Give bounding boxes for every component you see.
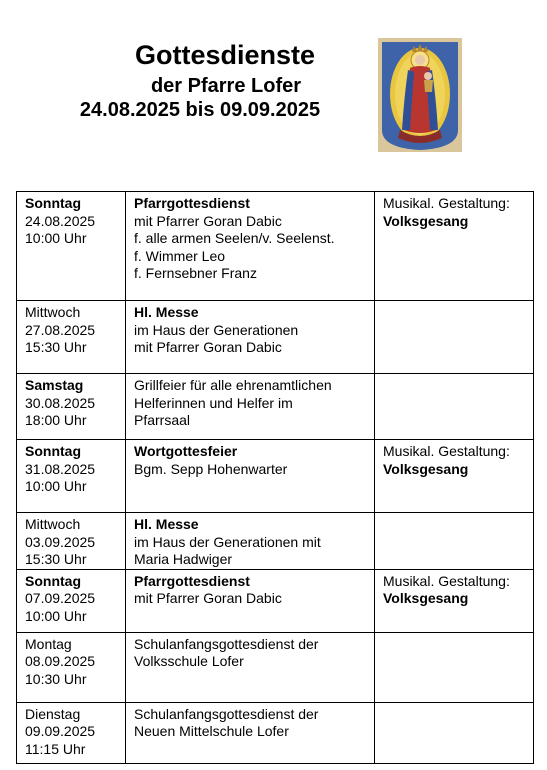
service-time: 18:00 Uhr: [25, 412, 87, 428]
service-date: 07.09.2025: [25, 590, 96, 606]
music-cell: [375, 569, 534, 632]
madonna-image: [378, 38, 462, 152]
date-cell: [17, 513, 126, 570]
music-value: Volksgesang: [383, 590, 469, 606]
date-cell: [17, 569, 126, 632]
service-detail: mit Pfarrer Goran Dabic: [134, 212, 282, 229]
weekday: Sonntag: [25, 443, 81, 459]
weekday: Dienstag: [25, 705, 81, 722]
weekday: Mittwoch: [25, 304, 81, 320]
music-value: Volksgesang: [383, 460, 469, 477]
table-row: [17, 569, 534, 632]
service-schedule-table: [16, 191, 534, 764]
service-date: 24.08.2025: [25, 212, 96, 229]
music-label: Musikal. Gestaltung:: [383, 572, 510, 589]
service-date: 09.09.2025: [25, 723, 96, 739]
date-cell: [17, 440, 126, 513]
service-time: 10:30 Uhr: [25, 670, 87, 687]
weekday: Sonntag: [25, 572, 81, 589]
service-detail: Maria Hadwiger: [134, 551, 233, 567]
date-range: 24.08.2025 bis 09.09.2025: [79, 99, 321, 121]
service-title: Pfarrgottesdienst: [134, 572, 250, 589]
table-row: [17, 702, 534, 763]
table-row: [17, 301, 534, 374]
service-detail: f. Wimmer Leo: [134, 247, 226, 264]
music-cell: [375, 513, 534, 570]
date-cell: [17, 632, 126, 702]
service-detail: mit Pfarrer Goran Dabic: [134, 590, 282, 606]
description-cell: [126, 632, 375, 702]
service-detail: Schulanfangsgottesdienst der: [134, 635, 319, 652]
music-cell: [375, 702, 534, 763]
weekday: Samstag: [25, 377, 84, 393]
table-row: [17, 513, 534, 570]
description-cell: [126, 374, 375, 440]
date-cell: [17, 702, 126, 763]
description-cell: [126, 569, 375, 632]
date-cell: [17, 301, 126, 374]
music-cell: [375, 440, 534, 513]
service-title: Pfarrgottesdienst: [134, 195, 250, 211]
service-detail: Neuen Mittelschule Lofer: [134, 723, 289, 739]
music-label: Musikal. Gestaltung:: [383, 443, 510, 459]
description-cell: [126, 513, 375, 570]
service-time: 10:00 Uhr: [25, 478, 87, 494]
service-date: 27.08.2025: [25, 321, 96, 338]
service-title: Hl. Messe: [134, 304, 199, 320]
service-date: 30.08.2025: [25, 394, 96, 411]
service-detail: im Haus der Generationen mit: [134, 533, 321, 550]
service-detail: Helferinnen und Helfer im: [134, 394, 293, 411]
service-detail: Bgm. Sepp Hohenwarter: [134, 460, 288, 477]
description-cell: [126, 301, 375, 374]
service-date: 03.09.2025: [25, 533, 96, 550]
description-cell: [126, 192, 375, 301]
service-date: 31.08.2025: [25, 460, 96, 477]
weekday: Montag: [25, 635, 72, 652]
table-row: [17, 632, 534, 702]
weekday: Mittwoch: [25, 516, 81, 532]
service-title: Hl. Messe: [134, 516, 199, 532]
service-detail: mit Pfarrer Goran Dabic: [134, 339, 282, 355]
service-detail: im Haus der Generationen: [134, 321, 299, 338]
page-header: [0, 38, 400, 122]
service-date: 08.09.2025: [25, 653, 96, 669]
page-subtitle: der Pfarre Lofer: [150, 75, 302, 97]
music-value: Volksgesang: [383, 212, 469, 229]
table-row: [17, 192, 534, 301]
date-cell: [17, 374, 126, 440]
weekday: Sonntag: [25, 195, 81, 211]
description-cell: [126, 440, 375, 513]
service-time: 15:30 Uhr: [25, 551, 87, 567]
service-time: 15:30 Uhr: [25, 339, 87, 355]
music-label: Musikal. Gestaltung:: [383, 195, 510, 211]
service-detail: Grillfeier für alle ehrenamtlichen: [134, 377, 332, 393]
service-time: 10:00 Uhr: [25, 230, 87, 246]
table-row: [17, 440, 534, 513]
description-cell: [126, 702, 375, 763]
service-detail: Volksschule Lofer: [134, 653, 244, 669]
service-detail: Pfarrsaal: [134, 412, 191, 428]
service-title: Wortgottesfeier: [134, 443, 238, 459]
service-detail: f. alle armen Seelen/v. Seelenst.: [134, 230, 335, 246]
service-detail: Schulanfangsgottesdienst der: [134, 705, 319, 722]
service-detail: f. Fernsebner Franz: [134, 265, 257, 281]
music-cell: [375, 632, 534, 702]
date-cell: [17, 192, 126, 301]
music-cell: [375, 192, 534, 301]
service-time: 11:15 Uhr: [25, 740, 86, 757]
music-cell: [375, 301, 534, 374]
page-title: Gottesdienste: [134, 40, 316, 70]
table-row: [17, 374, 534, 440]
service-time: 10:00 Uhr: [25, 607, 87, 624]
music-cell: [375, 374, 534, 440]
